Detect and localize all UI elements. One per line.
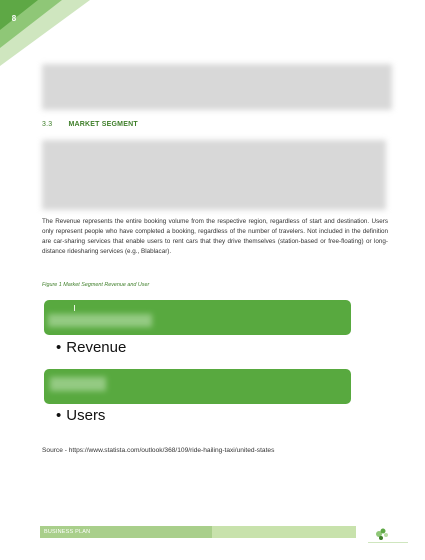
body-paragraph: The Revenue represents the entire booking volume from the respective region, regardless of start and destination. Users only represent people who have completed a booking, regardless of the number of travelers. Not included in the definition are car-sharing services that enable users to rent cars that they drive themselves (station-based or free-floating) or long-distance ridesharing services (e.g., Blablacar). <box>42 218 388 255</box>
legend-label: Revenue <box>66 339 127 356</box>
redacted-block <box>42 64 392 110</box>
page-number: 8 <box>11 14 17 23</box>
bar-tick <box>74 305 75 311</box>
redacted-label <box>48 314 152 327</box>
redacted-block <box>42 140 386 210</box>
bullet-icon: • <box>56 339 62 356</box>
footer-label: BUSINESS PLAN <box>44 529 91 535</box>
bullet-icon: • <box>56 407 62 424</box>
section-title: MARKET SEGMENT <box>68 121 138 128</box>
footer-bar <box>40 526 356 538</box>
legend-label: Users <box>66 407 106 424</box>
footer-fill <box>212 526 356 538</box>
legend-item-users <box>56 407 105 424</box>
section-heading <box>42 121 138 128</box>
corner-decoration <box>0 0 90 66</box>
figure-caption: Figure 1 Market Segment Revenue and User <box>42 282 150 288</box>
footer-label-area <box>40 526 212 538</box>
legend-item-revenue <box>56 339 126 356</box>
company-logo-icon <box>366 526 410 548</box>
section-number: 3.3 <box>42 121 53 128</box>
redacted-label <box>50 377 106 391</box>
source-citation: Source - https://www.statista.com/outlook/368/109/ride-hailing-taxi/united-states <box>42 447 275 454</box>
